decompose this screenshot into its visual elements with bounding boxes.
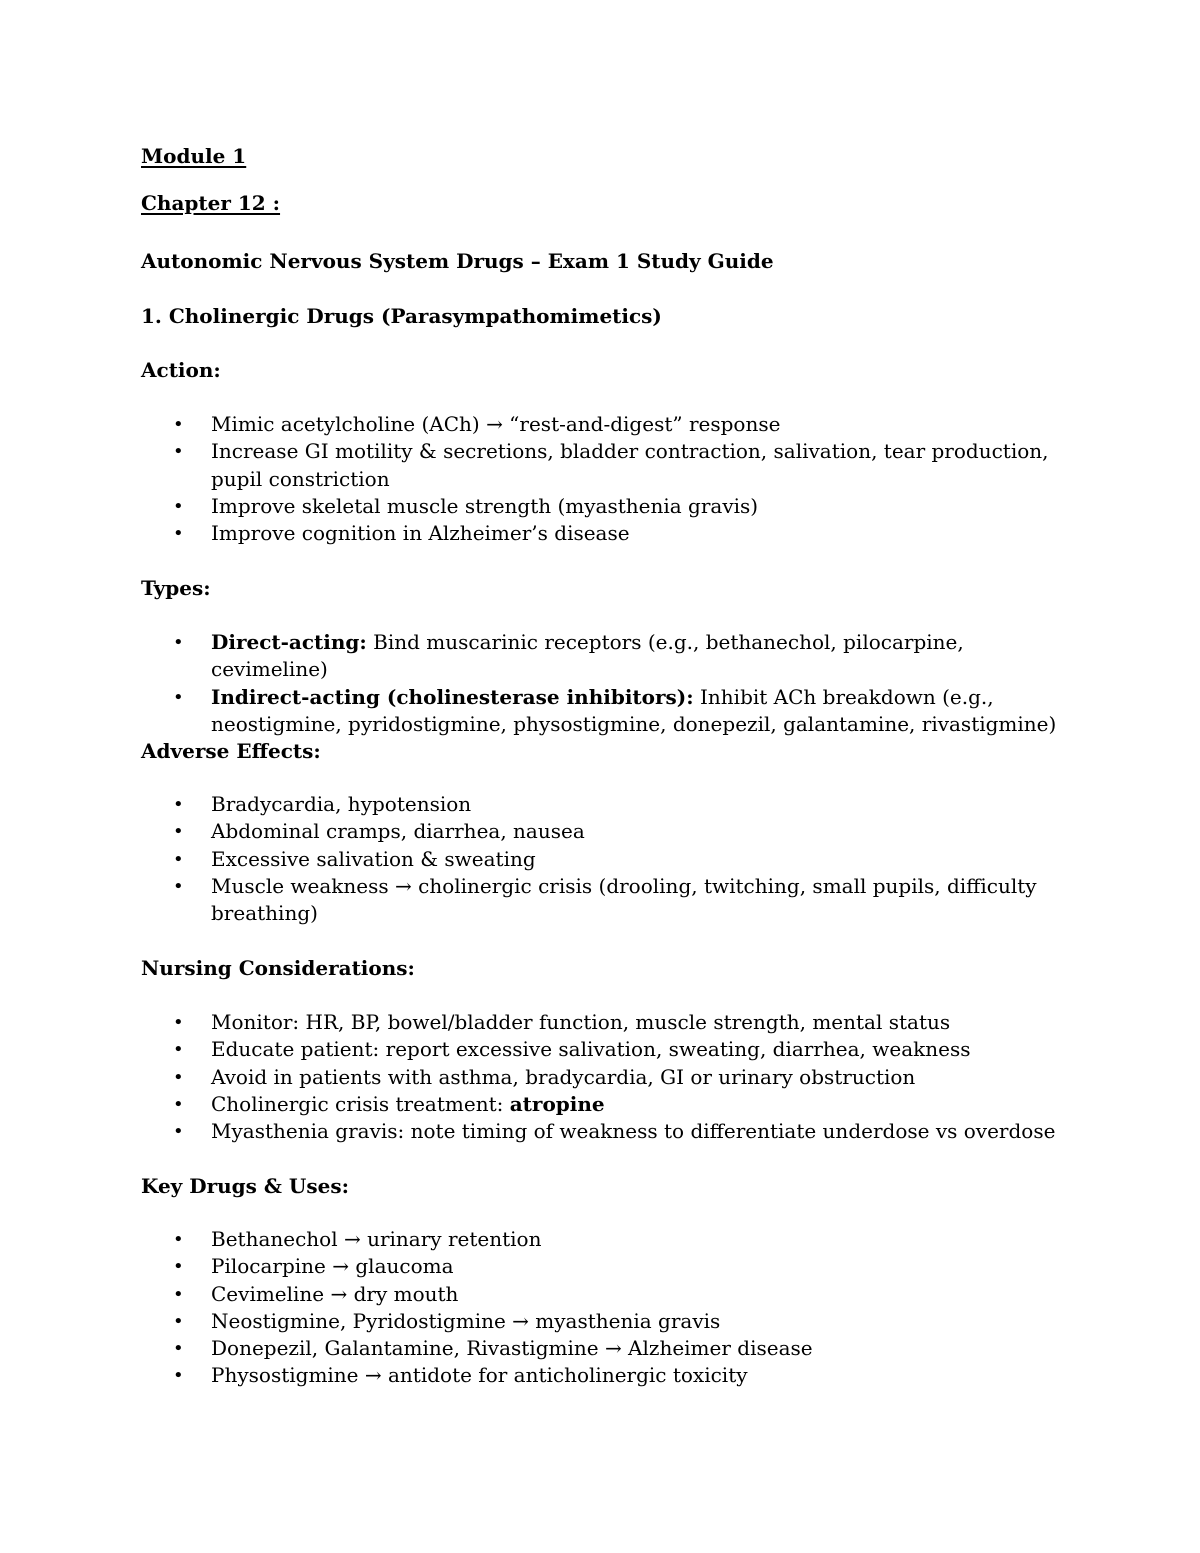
list-item: • Donepezil, Galantamine, Rivastigmine → Alzheimer disease — [0, 1335, 1071, 1362]
key-drugs-heading: Key Drugs & Uses: — [141, 1174, 349, 1198]
list-item: • Excessive salivation & sweating — [0, 846, 1071, 873]
action-list — [0, 411, 1200, 547]
type-term: Indirect-acting (cholinesterase inhibitors): — [211, 684, 694, 709]
adverse-effects-heading: Adverse Effects: — [141, 739, 321, 763]
list-item: • Physostigmine → antidote for anticholinergic toxicity — [0, 1362, 1071, 1389]
list-item: • Pilocarpine → glaucoma — [0, 1253, 1071, 1280]
bullet-icon: • — [173, 794, 184, 815]
list-item: • Neostigmine, Pyridostigmine → myasthenia gravis — [0, 1308, 1071, 1335]
bullet-icon: • — [173, 523, 184, 545]
bullet-icon: • — [173, 1121, 184, 1143]
bullet-icon: • — [173, 1310, 184, 1332]
section-title: 1. Cholinergic Drugs (Parasympathomimetics) — [141, 304, 662, 328]
chapter-title: Chapter 12 : — [141, 191, 281, 215]
bullet-icon: • — [173, 1093, 184, 1115]
bullet-icon: • — [173, 1039, 184, 1061]
list-item: • Increase GI motility & secretions, bladder contraction, salivation, tear production, pupil constriction — [173, 439, 1049, 491]
bullet-icon: • — [173, 414, 184, 435]
list-item: • Direct-acting: Bind muscarinic receptors (e.g., bethanechol, pilocarpine, cevimeline) — [173, 630, 964, 682]
list-item: • Indirect-acting (cholinesterase inhibitors): Inhibit ACh breakdown (e.g., neostigmine, pyridostigmine, physostigmine, donepezil, galantamine, rivastigmine) — [173, 684, 1057, 736]
list-item: • Mimic acetylcholine (ACh) → “rest-and-digest” response — [0, 411, 1071, 438]
bullet-icon: • — [173, 632, 184, 653]
key-drugs-list — [0, 1226, 1200, 1390]
bullet-icon: • — [173, 1256, 184, 1278]
list-item: • Cholinergic crisis treatment: atropine — [0, 1091, 1071, 1118]
list-item: • Abdominal cramps, diarrhea, nausea — [0, 818, 1071, 845]
types-list — [0, 629, 1200, 738]
bullet-icon: • — [173, 495, 184, 517]
crisis-drug: atropine — [509, 1091, 605, 1116]
list-item: • Bradycardia, hypotension — [0, 791, 1071, 818]
bullet-icon: • — [173, 686, 184, 708]
list-item: • Monitor: HR, BP, bowel/bladder function, muscle strength, mental status — [0, 1009, 1071, 1036]
types-heading: Types: — [141, 576, 211, 600]
bullet-icon: • — [173, 848, 184, 870]
list-item: • Cevimeline → dry mouth — [0, 1281, 1071, 1308]
list-item: • Improve skeletal muscle strength (myasthenia gravis) — [0, 493, 1071, 520]
nursing-considerations-list — [0, 1009, 1200, 1145]
list-item: • Muscle weakness → cholinergic crisis (drooling, twitching, small pupils, difficulty breathing) — [173, 873, 1037, 926]
adverse-effects-list — [0, 791, 1200, 927]
nursing-considerations-heading: Nursing Considerations: — [141, 956, 415, 980]
bullet-icon: • — [173, 441, 184, 463]
bullet-icon: • — [173, 1338, 184, 1360]
list-item: • Bethanechol → urinary retention — [0, 1226, 1071, 1253]
module-title: Module 1 — [141, 144, 247, 168]
bullet-icon: • — [173, 1066, 184, 1088]
bullet-icon: • — [173, 1283, 184, 1305]
bullet-icon: • — [173, 821, 184, 843]
bullet-icon: • — [173, 1229, 184, 1250]
action-heading: Action: — [141, 358, 221, 382]
list-item: • Educate patient: report excessive salivation, sweating, diarrhea, weakness — [0, 1036, 1071, 1063]
list-item: • Avoid in patients with asthma, bradycardia, GI or urinary obstruction — [0, 1064, 1071, 1091]
bullet-icon: • — [173, 1365, 184, 1387]
document-title: Autonomic Nervous System Drugs – Exam 1 Study Guide — [141, 249, 774, 273]
bullet-icon: • — [173, 1012, 184, 1033]
type-term: Direct-acting: — [211, 630, 367, 654]
list-item: • Myasthenia gravis: note timing of weakness to differentiate underdose vs overdose — [0, 1118, 1071, 1145]
bullet-icon: • — [173, 875, 184, 897]
list-item: • Improve cognition in Alzheimer’s disease — [0, 520, 1071, 547]
